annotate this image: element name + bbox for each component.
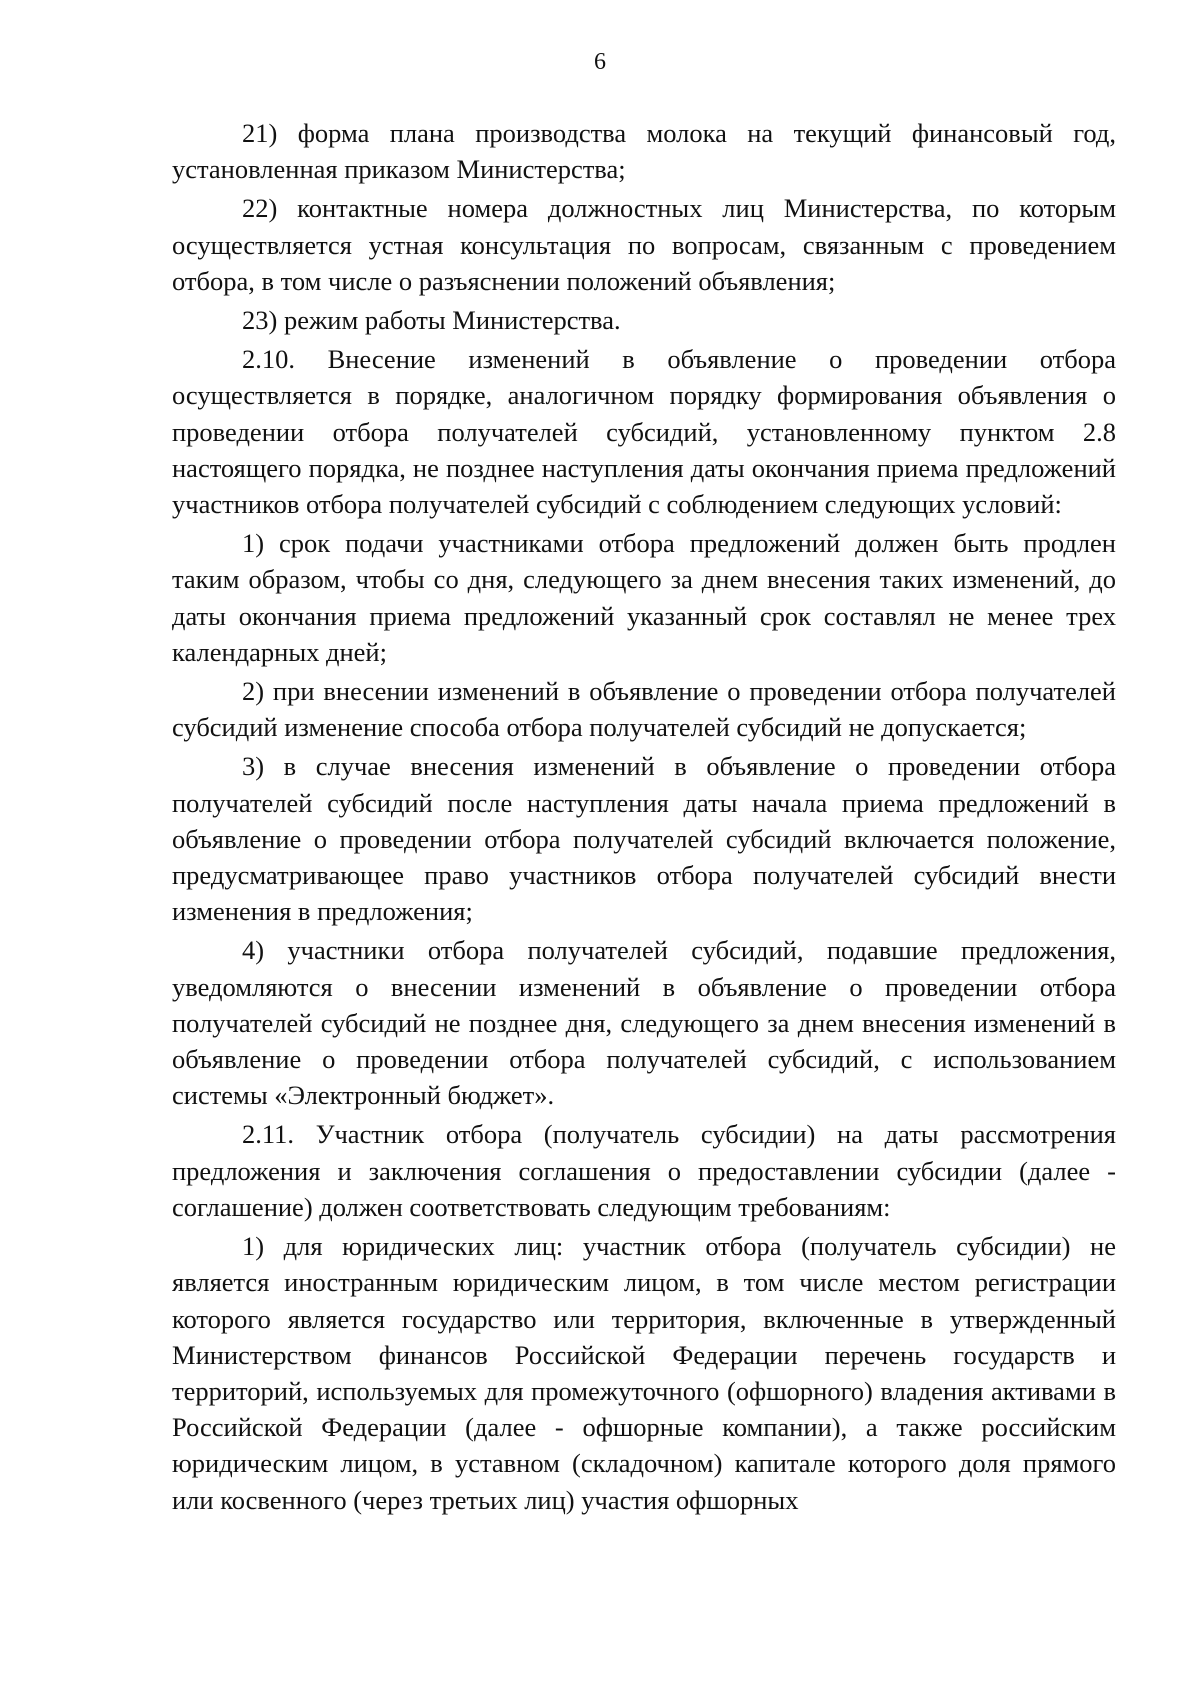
paragraph-requirement-1: 1) для юридических лиц: участник отбора (получатель субсидии) не является иностранным юридическим лицом, в том числе местом регистрации которого является государство или территория, включенные в утвержденный Министерством финансов Российской Федерации перечень государств и территорий, используемых для промежуточного (офшорного) владения активами в Российской Федерации (далее - офшорные компании), а также российским юридическим лицом, в уставном (складочном) капитале которого доля прямого или косвенного (через третьих лиц) участия офшорных [172,1231,1116,1515]
paragraph-item-23: 23) режим работы Министерства. [242,305,621,336]
paragraph-section-2-11: 2.11. Участник отбора (получатель субсидии) на даты рассмотрения предложения и заключения соглашения о предоставлении субсидии (далее - соглашение) должен соответствовать следующим требованиям: [172,1119,1116,1222]
paragraph-item-21: 21) форма плана производства молока на текущий финансовый год, установленная приказом Министерства; [172,118,1116,185]
paragraph-condition-1: 1) срок подачи участниками отбора предложений должен быть продлен таким образом, чтобы со дня, следующего за днем внесения таких изменений, до даты окончания приема предложений указанный срок составлял не менее трех календарных дней; [172,528,1116,667]
paragraph-condition-3: 3) в случае внесения изменений в объявление о проведении отбора получателей субсидий после наступления даты начала приема предложений в объявление о проведении отбора получателей субсидий включается положение, предусматривающее право участников отбора получателей субсидий внести изменения в предложения; [172,751,1116,927]
paragraph-condition-4: 4) участники отбора получателей субсидий, подавшие предложения, уведомляются о внесении изменений в объявление о проведении отбора получателей субсидий не позднее дня, следующего за днем внесения изменений в объявление о проведении отбора получателей субсидий, с использованием системы «Электронный бюджет». [172,935,1116,1111]
page-number: 6 [594,49,606,75]
paragraph-condition-2: 2) при внесении изменений в объявление о проведении отбора получателей субсидий изменение способа отбора получателей субсидий не допускается; [172,676,1116,743]
paragraph-section-2-10: 2.10. Внесение изменений в объявление о проведении отбора осуществляется в порядке, аналогичном порядку формирования объявления о проведении отбора получателей субсидий, установленному пунктом 2.8 настоящего порядка, не позднее наступления даты окончания приема предложений участников отбора получателей субсидий с соблюдением следующих условий: [172,344,1116,520]
document-body [172,115,1116,1521]
paragraph-item-22: 22) контактные номера должностных лиц Министерства, по которым осуществляется устная консультация по вопросам, связанным с проведением отбора, в том числе о разъяснении положений объявления; [172,193,1116,296]
